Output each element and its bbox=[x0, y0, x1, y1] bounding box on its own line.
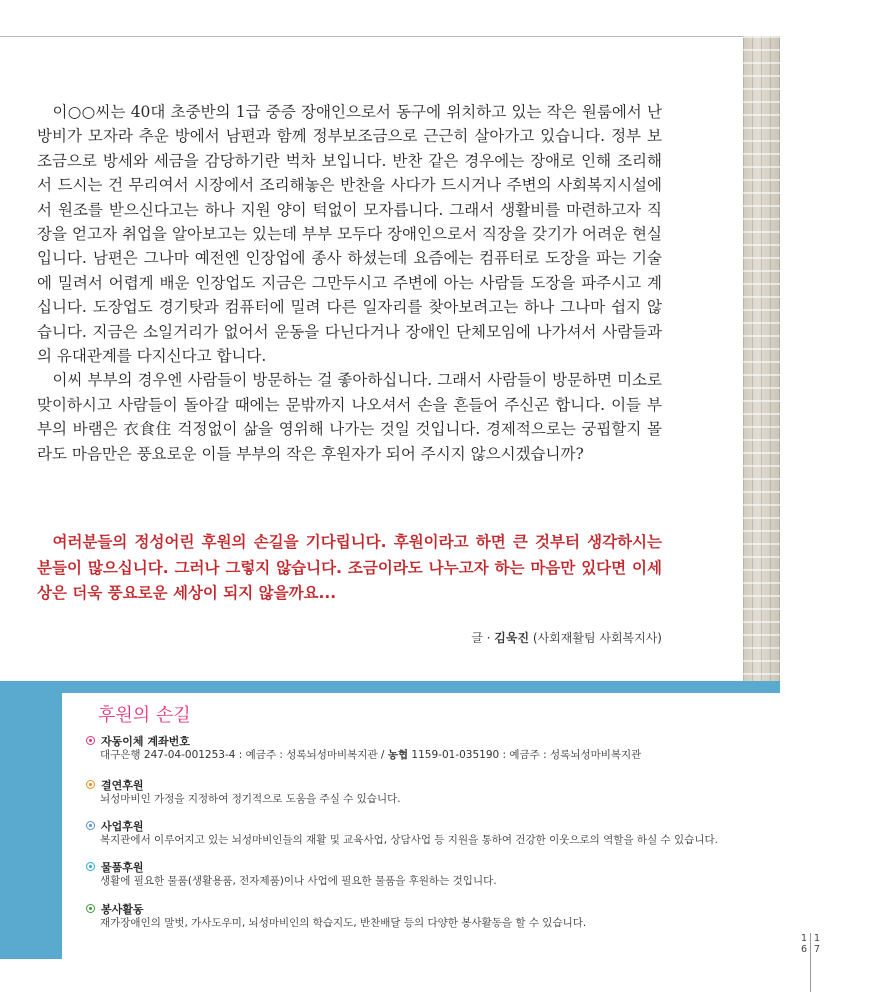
page-digit: 1 bbox=[814, 933, 821, 944]
bullet-icon bbox=[86, 821, 95, 830]
support-title: 후원의 손길 bbox=[98, 705, 191, 726]
page-digit: 7 bbox=[814, 944, 821, 955]
support-item-volunteer bbox=[86, 901, 776, 931]
bullet-icon bbox=[86, 862, 95, 871]
bank-nonghyup: 농협 bbox=[387, 749, 409, 761]
byline bbox=[471, 629, 662, 646]
support-item-desc: 재가장애인의 말벗, 가사도우미, 뇌성마비인의 학습지도, 반찬배달 등의 다양한 봉사활동을 할 수 있습니다. bbox=[100, 917, 587, 929]
stone-wall-strip bbox=[743, 36, 780, 681]
byline-prefix: 글 · bbox=[471, 631, 495, 645]
article-paragraph-2: 이씨 부부의 경우엔 사람들이 방문하는 걸 좋아하십니다. 그래서 사람들이 방문하면 미소로 맞이하시고 사람들이 돌아갈 때에는 문밖까지 나오셔서 손을 흔들어 주신곤 합니다. 이들 부부의 바램은 衣食住 걱정없이 삶을 영위해 나가는 것일 것입니다. 경제적으로는 궁핍할지 몰라도 마음만은 풍요로운 이들 부부의 작은 후원자가 되어 주시지 않으시겠습니까? bbox=[37, 371, 662, 463]
page-number-left bbox=[801, 933, 807, 955]
bullet-icon bbox=[86, 736, 95, 745]
page-divider bbox=[810, 933, 811, 992]
support-item-project bbox=[86, 818, 776, 848]
page-digit: 1 bbox=[801, 933, 808, 944]
page-number-right bbox=[814, 933, 820, 955]
article-paragraph-1: 이○○씨는 40대 초중반의 1급 중증 장애인으로서 동구에 위치하고 있는 작은 원룸에서 난방비가 모자라 추운 방에서 남편과 함께 정부보조금으로 근근히 살아가고 있습니다. 정부 보조금으로 방세와 세금을 감당하기란 벅차 보입니다. 반찬 같은 경우에는 장애로 인해 조리해서 드시는 건 무리여서 시장에서 조리해놓은 반찬을 사다가 드시거나 주변의 사회복지시설에서 원조를 받으신다고는 하나 지원 양이 턱없이 모자릅니다. 그래서 생활비를 마련하고자 직장을 얻고자 취업을 알아보고는 있는데 부부 모두다 장애인으로서 직장을 갖기가 어려운 현실입니다. 남편은 그나마 예전엔 인장업에 종사 하셨는데 요즘에는 컴퓨터로 도장을 파는 기술에 밀려서 어렵게 배운 인장업도 지금은 그만두시고 주변에 아는 사람들 도장을 파주시고 계십니다. 도장업도 경기탓과 컴퓨터에 밀려 다른 일자리를 찾아보려고는 하나 그나마 쉽지 않습니다. 지금은 소일거리가 없어서 운동을 다닌다거나 장애인 단체모임에 나가셔서 사람들과의 유대관계를 다지신다고 합니다. bbox=[37, 103, 662, 366]
support-item-label: 사업후원 bbox=[101, 819, 144, 833]
support-item-desc: 뇌성마비인 가정을 지정하여 정기적으로 도움을 주실 수 있습니다. bbox=[100, 793, 401, 805]
bullet-icon bbox=[86, 904, 95, 913]
account-daegu: 대구은행 247-04-001253-4 : 예금주 : 성록뇌성마비복지관 / bbox=[100, 749, 388, 761]
page-digit: 6 bbox=[801, 944, 808, 955]
bullet-icon bbox=[86, 780, 95, 789]
support-item-desc bbox=[100, 748, 776, 763]
top-rule bbox=[0, 36, 780, 37]
support-item-desc: 생활에 필요한 물품(생활용품, 전자제품)이나 사업에 필요한 물품을 후원하는 것입니다. bbox=[100, 875, 497, 887]
account-nonghyup: 1159-01-035190 : 예금주 : 성록뇌성마비복지관 bbox=[408, 749, 642, 761]
support-item-sponsorship bbox=[86, 777, 776, 807]
appeal-text: 여러분들의 정성어린 후원의 손길을 기다립니다. 후원이라고 하면 큰 것부터 생각하시는 분들이 많으십니다. 그러나 그렇지 않습니다. 조금이라도 나누고자 하는 마음만 있다면 이세상은 더욱 풍요로운 세상이 되지 않을까요... bbox=[37, 533, 662, 602]
support-item-goods bbox=[86, 859, 776, 889]
byline-role: (사회재활팀 사회복지사) bbox=[532, 631, 662, 645]
support-item-label: 자동이체 계좌번호 bbox=[101, 734, 190, 748]
support-item-auto-transfer bbox=[86, 733, 776, 763]
support-item-desc: 복지관에서 이루어지고 있는 뇌성마비인들의 재활 및 교육사업, 상담사업 등 지원을 통하여 건강한 이웃으로의 역할을 하실 수 있습니다. bbox=[100, 834, 718, 846]
support-item-label: 결연후원 bbox=[101, 778, 144, 792]
article-body bbox=[37, 100, 662, 466]
support-item-label: 봉사활동 bbox=[101, 902, 144, 916]
byline-name: 김욱진 bbox=[494, 631, 530, 645]
support-item-label: 물품후원 bbox=[101, 860, 144, 874]
support-box bbox=[62, 693, 780, 959]
